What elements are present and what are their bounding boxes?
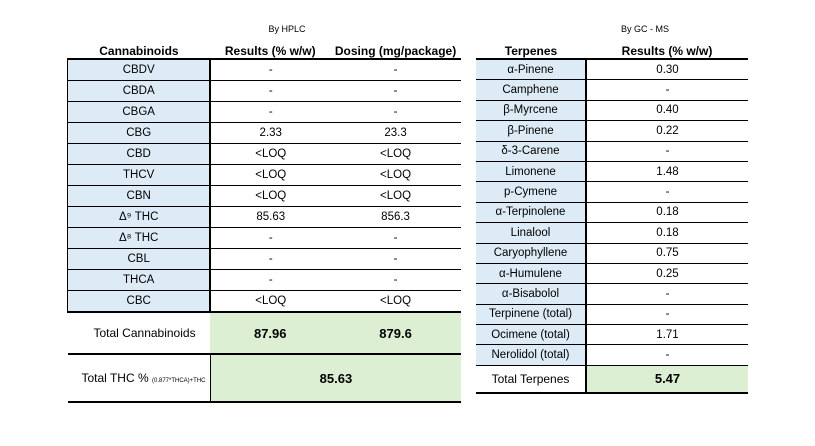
terpene-name: α-Humulene [476, 263, 586, 283]
terpene-result: - [586, 80, 748, 100]
cannabinoid-result: - [210, 270, 330, 291]
cannabinoid-row [68, 102, 462, 123]
terpene-result: 1.71 [586, 325, 748, 345]
terpene-name: β-Pinene [476, 121, 586, 141]
terpene-row [476, 325, 748, 345]
cannabinoid-result: 2.33 [210, 123, 330, 144]
terpenes-header-row [476, 38, 748, 59]
cannabinoid-result: <LOQ [210, 165, 330, 186]
terpene-result: - [586, 284, 748, 304]
cannabinoid-dosing: - [330, 59, 461, 81]
header-terpenes: Terpenes [476, 38, 586, 59]
cannabinoid-dosing: <LOQ [330, 291, 461, 313]
total-cannabinoids-row [68, 312, 462, 354]
cannabinoid-name: CBC [68, 291, 211, 313]
cannabinoid-dosing: <LOQ [330, 186, 461, 207]
terpene-row [476, 80, 748, 100]
cannabinoid-name: CBG [68, 123, 211, 144]
cannabinoid-row [68, 228, 462, 249]
cannabinoid-result: - [210, 249, 330, 270]
terpene-row [476, 202, 748, 222]
terpene-result: 0.40 [586, 100, 748, 120]
cannabinoid-row [68, 144, 462, 165]
terpene-row [476, 263, 748, 283]
total-thc-label: Total THC % [81, 371, 149, 385]
terpene-row [476, 345, 748, 365]
terpene-result: 0.22 [586, 121, 748, 141]
terpene-name: Camphene [476, 80, 586, 100]
cannabinoid-dosing: - [330, 228, 461, 249]
terpene-row [476, 100, 748, 120]
terpene-name: α-Pinene [476, 59, 586, 80]
terpene-row [476, 141, 748, 161]
total-cannabinoids-dosing: 879.6 [330, 312, 461, 354]
cannabinoid-result: 85.63 [210, 207, 330, 228]
cannabinoid-dosing: - [330, 270, 461, 291]
cannabinoid-result: <LOQ [210, 291, 330, 313]
terpene-result: - [586, 304, 748, 324]
terpene-result: 0.18 [586, 223, 748, 243]
terpene-result: - [586, 345, 748, 365]
header-terpene-results: Results (% w/w) [586, 38, 748, 59]
terpene-row [476, 284, 748, 304]
total-terpenes-row [476, 365, 748, 393]
terpene-row [476, 304, 748, 324]
cannabinoid-name: CBD [68, 144, 211, 165]
terpene-result: 0.25 [586, 263, 748, 283]
terpene-result: 0.75 [586, 243, 748, 263]
cannabinoid-dosing: <LOQ [330, 144, 461, 165]
hplc-method-label: By HPLC [268, 24, 306, 34]
cannabinoid-dosing: 23.3 [330, 123, 461, 144]
terpene-name: Caryophyllene [476, 243, 586, 263]
total-cannabinoids-label: Total Cannabinoids [68, 312, 211, 354]
cannabinoid-row [68, 123, 462, 144]
cannabinoid-row [68, 81, 462, 102]
total-terpenes-result: 5.47 [586, 365, 748, 393]
total-terpenes-label: Total Terpenes [476, 365, 586, 393]
total-thc-formula: (0.877*THCA)+THC [151, 378, 206, 384]
terpene-name: β-Myrcene [476, 100, 586, 120]
cannabinoid-row [68, 270, 462, 291]
terpene-name: Limonene [476, 161, 586, 181]
terpene-name: δ-3-Carene [476, 141, 586, 161]
cannabinoid-name: Δ⁸ THC [68, 228, 211, 249]
cannabinoid-name: CBDV [68, 59, 211, 81]
cannabinoid-dosing: - [330, 81, 461, 102]
terpene-name: Linalool [476, 223, 586, 243]
header-results: Results (% w/w) [210, 38, 330, 59]
terpene-result: - [586, 182, 748, 202]
cannabinoid-name: CBDA [68, 81, 211, 102]
total-thc-label-cell [68, 354, 211, 402]
total-cannabinoids-result: 87.96 [210, 312, 330, 354]
cannabinoid-dosing: - [330, 249, 461, 270]
terpene-row [476, 59, 748, 80]
cannabinoid-dosing: 856.3 [330, 207, 461, 228]
cannabinoid-result: - [210, 59, 330, 81]
cannabinoid-row [68, 59, 462, 81]
cannabinoid-result: - [210, 102, 330, 123]
terpene-name: Ocimene (total) [476, 325, 586, 345]
cannabinoid-row [68, 186, 462, 207]
cannabinoid-name: CBN [68, 186, 211, 207]
terpene-result: - [586, 141, 748, 161]
header-cannabinoids: Cannabinoids [68, 38, 211, 59]
terpene-row [476, 121, 748, 141]
cannabinoid-name: Δ⁹ THC [68, 207, 211, 228]
cannabinoids-table [67, 38, 461, 403]
terpene-row [476, 161, 748, 181]
cannabinoid-row [68, 165, 462, 186]
terpenes-table [476, 38, 748, 394]
cannabinoid-name: CBL [68, 249, 211, 270]
terpene-row [476, 243, 748, 263]
terpene-row [476, 182, 748, 202]
cannabinoids-header-row [68, 38, 462, 59]
gcms-method-label: By GC - MS [620, 24, 669, 34]
total-thc-value: 85.63 [210, 354, 461, 402]
terpene-name: α-Bisabolol [476, 284, 586, 304]
header-dosing: Dosing (mg/package) [330, 38, 461, 59]
cannabinoid-name: CBGA [68, 102, 211, 123]
terpene-row [476, 223, 748, 243]
terpene-result: 1.48 [586, 161, 748, 181]
cannabinoid-result: <LOQ [210, 186, 330, 207]
terpene-result: 0.18 [586, 202, 748, 222]
cannabinoid-row [68, 291, 462, 313]
terpene-result: 0.30 [586, 59, 748, 80]
total-thc-row [68, 354, 462, 402]
cannabinoid-name: THCV [68, 165, 211, 186]
cannabinoid-name: THCA [68, 270, 211, 291]
cannabinoid-row [68, 249, 462, 270]
terpene-name: α-Terpinolene [476, 202, 586, 222]
cannabinoid-dosing: - [330, 102, 461, 123]
cannabinoid-row [68, 207, 462, 228]
cannabinoid-result: <LOQ [210, 144, 330, 165]
terpene-name: Nerolidol (total) [476, 345, 586, 365]
terpene-name: Terpinene (total) [476, 304, 586, 324]
cannabinoid-result: - [210, 228, 330, 249]
cannabinoid-dosing: <LOQ [330, 165, 461, 186]
terpene-name: p-Cymene [476, 182, 586, 202]
cannabinoid-result: - [210, 81, 330, 102]
